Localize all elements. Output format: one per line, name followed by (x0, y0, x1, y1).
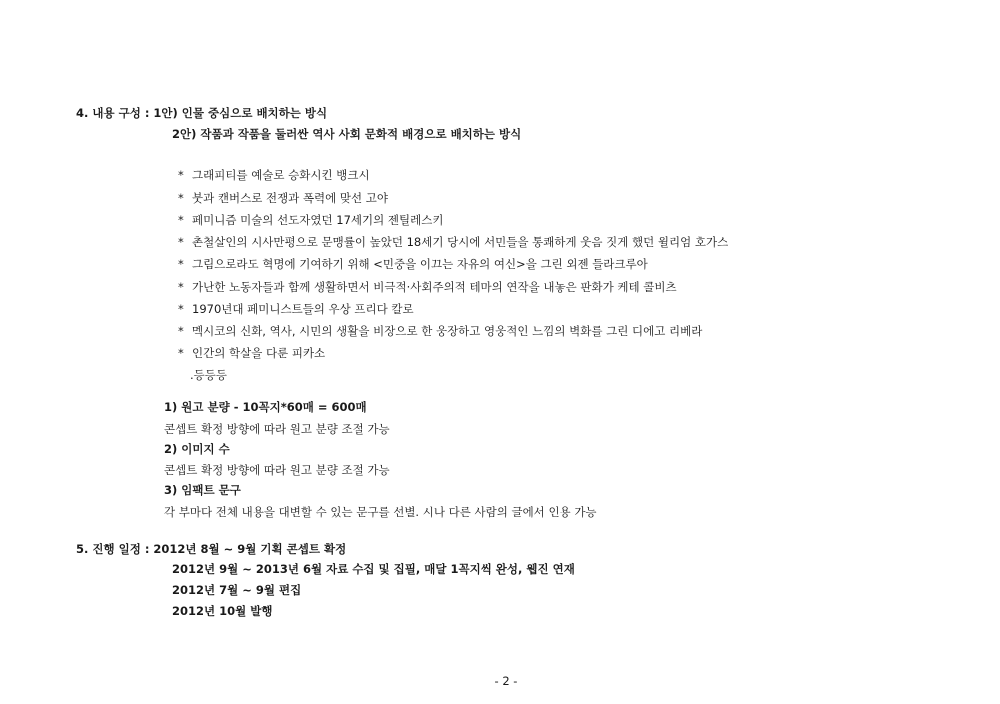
list-item-text: 그래피티를 예술로 승화시킨 뱅크시 (192, 168, 370, 182)
sub2-title: 2) 이미지 수 (164, 442, 230, 456)
list-item (178, 234, 728, 250)
list-item-text: 멕시코의 신화, 역사, 시민의 생활을 비장으로 한 웅장하고 영웅적인 느낌의 벽화를 그린 디에고 리베라 (192, 324, 703, 338)
schedule-item: 2012년 10월 발행 (172, 604, 273, 618)
list-item-text: 페미니즘 미술의 선도자였던 17세기의 젠틸레스키 (192, 213, 444, 227)
sub3-title: 3) 임팩트 문구 (164, 483, 241, 497)
list-item (178, 323, 702, 339)
bullet-mark: * (178, 168, 184, 182)
sub2-note: 콘셉트 확정 방향에 따라 원고 분량 조절 가능 (164, 463, 390, 477)
section4-heading: 4. 내용 구성 : 1안) 인물 중심으로 배치하는 방식 (76, 106, 328, 120)
list-item-text: 인간의 학살을 다룬 피카소 (192, 346, 326, 360)
list-item (178, 279, 677, 295)
schedule-item: 2012년 9월 ~ 2013년 6월 자료 수집 및 집필, 매달 1꼭지씩 완성, 웹진 연재 (172, 562, 575, 576)
schedule-item: 2012년 7월 ~ 9월 편집 (172, 583, 302, 597)
bullet-mark: * (178, 280, 184, 294)
bullet-mark: * (178, 324, 184, 338)
bullet-mark: * (178, 302, 184, 316)
list-item (178, 212, 443, 228)
list-item-text: 가난한 노동자들과 함께 생활하면서 비극적·사회주의적 테마의 연작을 내놓은 판화가 케테 콜비츠 (192, 280, 677, 294)
bullet-mark: * (178, 191, 184, 205)
bullet-mark: * (178, 257, 184, 271)
list-item (178, 256, 648, 272)
list-item-etc: .등등등 (190, 368, 227, 382)
list-item-text: 1970년대 페미니스트들의 우상 프리다 칼로 (192, 302, 414, 316)
page-number: - 2 - (494, 674, 518, 688)
list-item (178, 301, 414, 317)
list-item-text: 붓과 캔버스로 전쟁과 폭력에 맞선 고야 (192, 191, 389, 205)
list-item (178, 167, 370, 183)
section5-heading: 5. 진행 일정 : 2012년 8월 ~ 9월 기획 콘셉트 확정 (76, 542, 347, 556)
list-item (178, 345, 325, 361)
sub3-note: 각 부마다 전체 내용을 대변할 수 있는 문구를 선별. 시나 다른 사람의 글에서 인용 가능 (164, 505, 597, 519)
bullet-mark: * (178, 213, 184, 227)
section4-option2: 2안) 작품과 작품을 둘러싼 역사 사회 문화적 배경으로 배치하는 방식 (172, 127, 522, 141)
list-item-text: 그림으로라도 혁명에 기여하기 위해 <민중을 이끄는 자유의 여신>을 그린 외젠 들라크루아 (192, 257, 648, 271)
list-item (178, 190, 388, 206)
bullet-mark: * (178, 346, 184, 360)
sub1-note: 콘셉트 확정 방향에 따라 원고 분량 조절 가능 (164, 422, 390, 436)
list-item-text: 촌철살인의 시사만평으로 문맹률이 높았던 18세기 당시에 서민들을 통쾌하게 웃음 짓게 했던 윌리엄 호가스 (192, 235, 729, 249)
sub1-title: 1) 원고 분량 - 10꼭지*60매 = 600매 (164, 400, 367, 414)
bullet-mark: * (178, 235, 184, 249)
